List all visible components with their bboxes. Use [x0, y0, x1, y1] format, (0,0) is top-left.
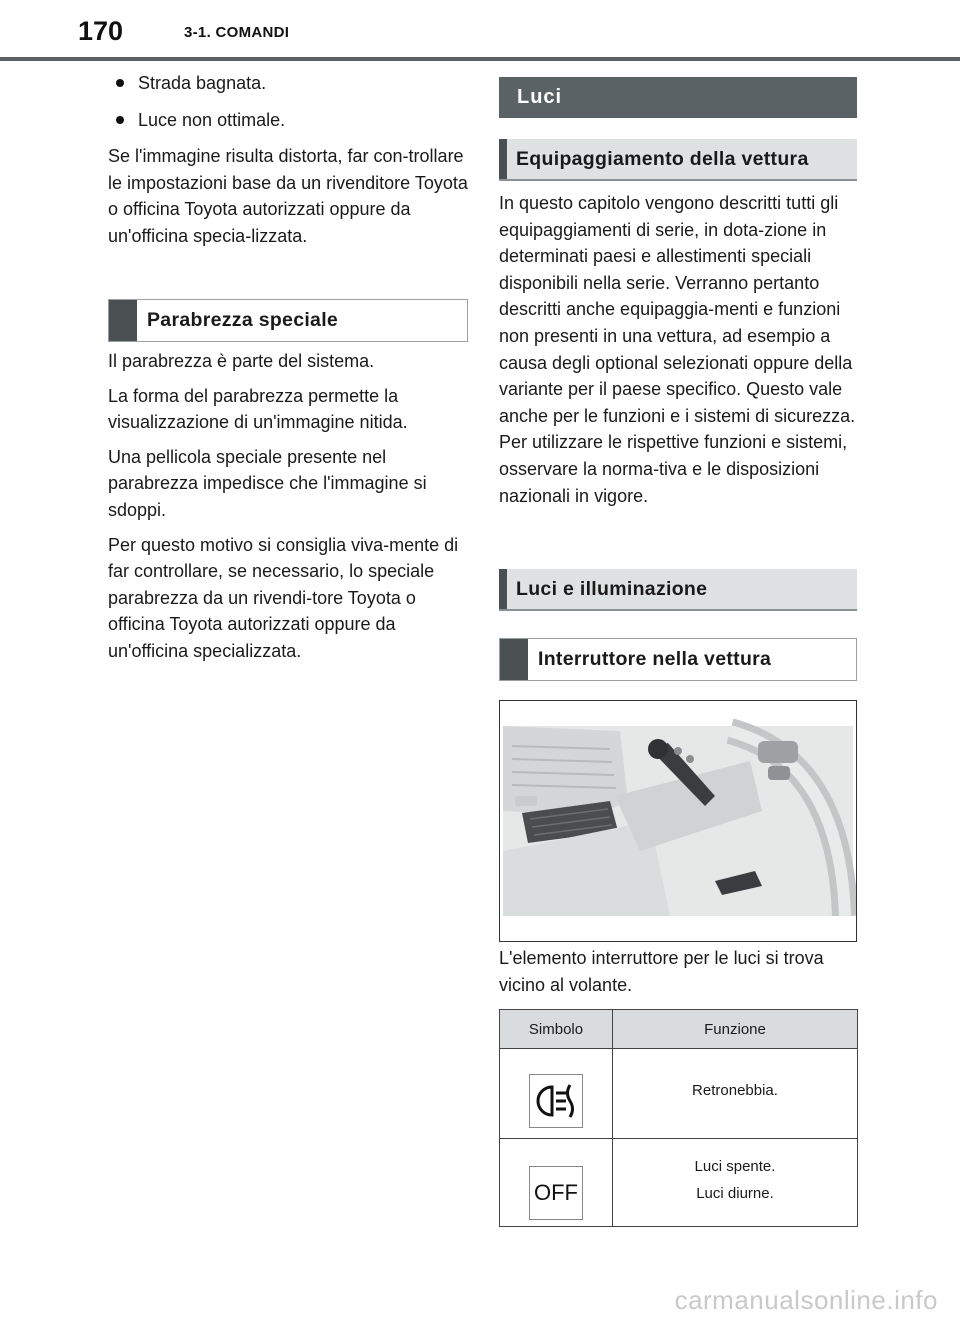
- table-row: [500, 1049, 858, 1139]
- heading-luci-illuminazione: Luci e illuminazione: [499, 569, 857, 611]
- heading-luci: Luci: [499, 77, 857, 118]
- paragraph: Il parabrezza è parte del sistema.: [108, 351, 375, 371]
- section-title: 3-1. COMANDI: [184, 24, 290, 41]
- figure-caption: L'elemento interruttore per le luci si trova vicino al volante.: [499, 948, 824, 995]
- table-header-row: [500, 1010, 858, 1049]
- heading-tab: [499, 569, 507, 609]
- dashboard-illustration: [499, 700, 857, 942]
- dashboard-drawing: [500, 701, 856, 941]
- paragraph: Una pellicola speciale presente nel parabrezza impedisce che l'immagine si sdoppi.: [108, 446, 427, 520]
- symbol-cell: [500, 1049, 613, 1139]
- left-column: [108, 70, 468, 258]
- bullet-icon: [116, 116, 124, 124]
- off-icon: OFF: [529, 1166, 583, 1220]
- heading-interruttore: Interruttore nella vettura: [499, 638, 857, 681]
- page-number: 170: [78, 16, 124, 46]
- heading-equipaggiamento: Equipaggiamento della vettura: [499, 139, 857, 181]
- paragraph: Se l'immagine risulta distorta, far con-trollare le impostazioni base da un rivenditore Toyota o officina Toyota autorizzati oppure da un'officina specia-lizzata.: [108, 146, 468, 246]
- column-header-function: Funzione: [613, 1010, 858, 1049]
- right-column: [499, 190, 861, 517]
- left-column-2: [108, 348, 468, 673]
- paragraph: In questo capitolo vengono descritti tutti gli equipaggiamenti di serie, in dota-zione in determinati paesi e allestimenti speciali disponibili nella serie. Verranno pertanto descritti anche equipaggia-menti e funzioni non presenti in una vettura, ad esempio a causa degli optional selezionati oppure della variante per il paese specifico. Questo vale anche per le funzioni e i sistemi di sicurezza. Per utilizzare le rispettive funzioni e sistemi, osservare la norma-tiva e le disposizioni nazionali in vigore.: [499, 193, 856, 506]
- list-item: Strada bagnata.: [108, 70, 468, 97]
- rear-fog-light-icon: [529, 1074, 583, 1128]
- symbol-cell: [500, 1139, 613, 1227]
- header-rule: [0, 57, 960, 61]
- list-item: Luce non ottimale.: [108, 107, 468, 134]
- function-cell: Luci spente. Luci diurne.: [613, 1139, 858, 1227]
- heading-tab: [500, 639, 528, 680]
- table-row: [500, 1139, 858, 1227]
- paragraph: Per questo motivo si consiglia viva-mente di far controllare, se necessario, lo speciale parabrezza da un rivendi-tore Toyota o officina Toyota autorizzati oppure da un'officina specializzata.: [108, 534, 459, 661]
- function-cell: Retronebbia.: [613, 1049, 858, 1139]
- symbol-table: [499, 1009, 858, 1227]
- watermark: carmanualsonline.info: [674, 1285, 938, 1315]
- paragraph: La forma del parabrezza permette la visualizzazione di un'immagine nitida.: [108, 385, 408, 433]
- heading-parabrezza: Parabrezza speciale: [108, 299, 468, 342]
- column-header-symbol: Simbolo: [500, 1010, 613, 1049]
- bullet-icon: [116, 79, 124, 87]
- heading-tab: [109, 300, 137, 341]
- heading-tab: [499, 139, 507, 179]
